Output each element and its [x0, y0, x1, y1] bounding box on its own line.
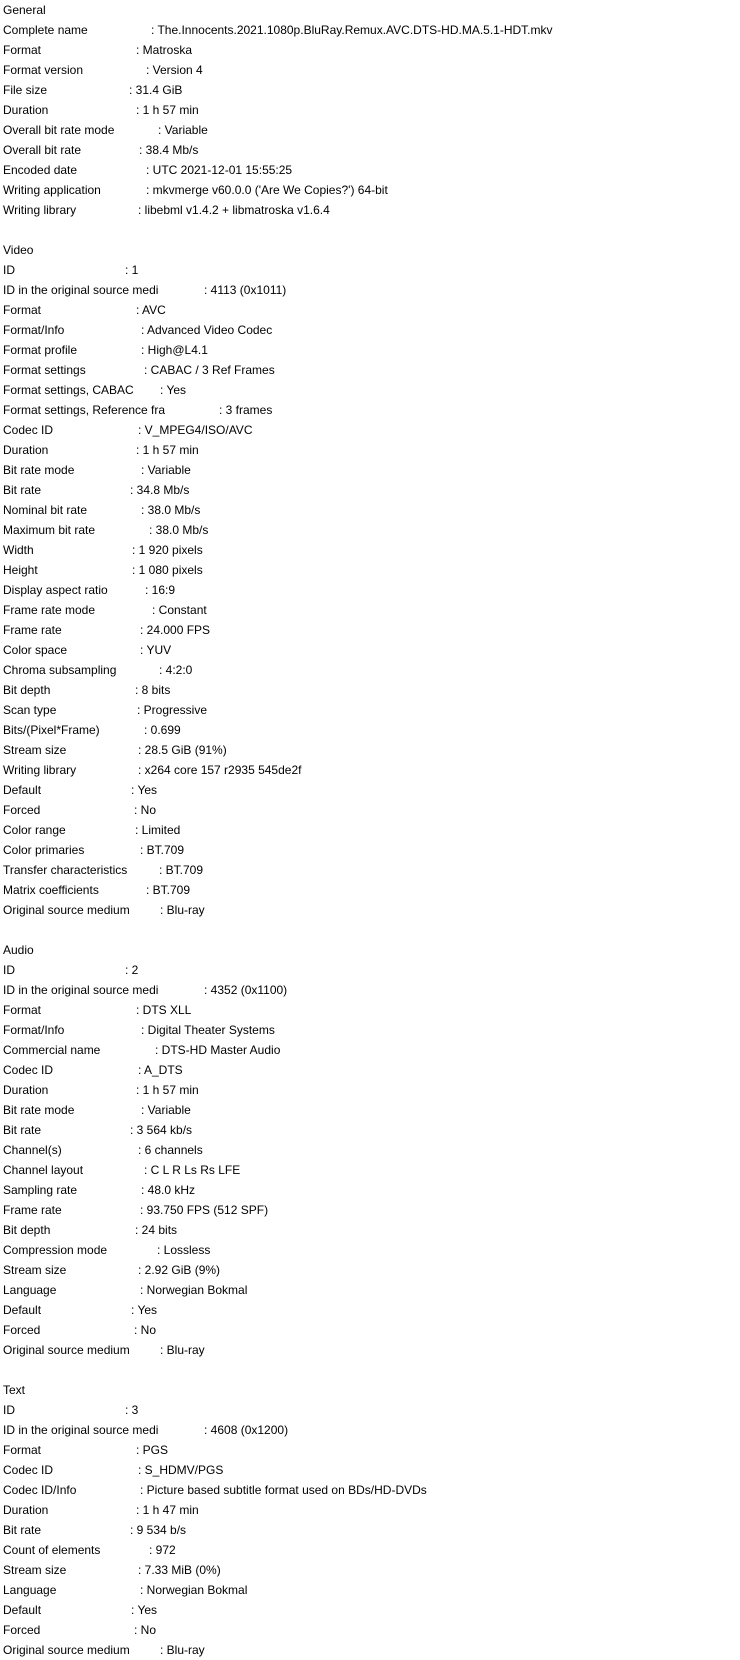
field-label: Duration [3, 1083, 49, 1097]
info-row [3, 860, 738, 880]
info-row [3, 1300, 738, 1320]
info-row [3, 140, 738, 160]
field-label: Channel(s) [3, 1143, 62, 1157]
field-label: Bit rate mode [3, 1103, 75, 1117]
field-label: Height [3, 563, 38, 577]
section-title: Text [3, 1383, 26, 1397]
field-value: : Variable [158, 123, 208, 137]
field-value: : 34.8 Mb/s [130, 483, 190, 497]
field-label: Bit depth [3, 683, 51, 697]
field-value: : Lossless [157, 1243, 211, 1257]
field-value: : The.Innocents.2021.1080p.BluRay.Remux.AVC.DTS-HD.MA.5.1-HDT.mkv [151, 23, 553, 37]
field-label: Sampling rate [3, 1183, 78, 1197]
field-value: : Variable [141, 463, 191, 477]
field-label: Format [3, 1443, 42, 1457]
info-row [3, 580, 738, 600]
info-row [3, 1400, 738, 1420]
field-label: ID [3, 263, 15, 277]
field-value: : 1 h 47 min [136, 1503, 199, 1517]
field-value: : 4:2:0 [159, 663, 193, 677]
field-label: Bits/(Pixel*Frame) [3, 723, 100, 737]
info-row [3, 40, 738, 60]
field-label: Complete name [3, 23, 88, 37]
field-label: Original source medium [3, 1643, 130, 1657]
field-label: ID in the original source medi [3, 283, 159, 297]
info-row [3, 1520, 738, 1540]
field-label: Color range [3, 823, 66, 837]
field-label: Format settings, Reference fra [3, 403, 166, 417]
field-label: Duration [3, 103, 49, 117]
info-row [3, 1160, 738, 1180]
info-row [3, 820, 738, 840]
field-value: : Limited [135, 823, 181, 837]
field-value: : libebml v1.4.2 + libmatroska v1.6.4 [138, 203, 330, 217]
field-value: : No [134, 1623, 157, 1637]
field-label: Stream size [3, 1263, 67, 1277]
field-value: : PGS [136, 1443, 169, 1457]
field-value: : 1 080 pixels [132, 563, 203, 577]
field-label: Codec ID [3, 1463, 54, 1477]
field-label: Format/Info [3, 1023, 65, 1037]
field-label: Duration [3, 1503, 49, 1517]
info-row [3, 1280, 738, 1300]
field-value: : 3 frames [219, 403, 273, 417]
field-value: : C L R Ls Rs LFE [144, 1163, 241, 1177]
field-label: Display aspect ratio [3, 583, 108, 597]
section-spacer [3, 920, 738, 940]
field-value: : BT.709 [140, 843, 185, 857]
field-value: : No [134, 1323, 157, 1337]
field-label: Matrix coefficients [3, 883, 99, 897]
field-label: Forced [3, 803, 41, 817]
info-row [3, 1260, 738, 1280]
field-label: Frame rate mode [3, 603, 96, 617]
field-label: Duration [3, 443, 49, 457]
info-row [3, 680, 738, 700]
info-row [3, 1020, 738, 1040]
info-row [3, 1480, 738, 1500]
field-label: Chroma subsampling [3, 663, 117, 677]
field-value: : High@L4.1 [141, 343, 208, 357]
field-value: : Digital Theater Systems [141, 1023, 275, 1037]
info-row [3, 100, 738, 120]
field-label: Forced [3, 1323, 41, 1337]
info-row [3, 500, 738, 520]
info-row [3, 520, 738, 540]
info-row [3, 1640, 738, 1660]
info-row [3, 880, 738, 900]
field-value: : Yes [131, 1303, 158, 1317]
field-label: Format settings [3, 363, 86, 377]
field-label: Transfer characteristics [3, 863, 128, 877]
field-value: : No [134, 803, 157, 817]
field-value: : 4608 (0x1200) [204, 1423, 289, 1437]
info-row [3, 1580, 738, 1600]
field-value: : 1 h 57 min [136, 1083, 199, 1097]
info-row [3, 1500, 738, 1520]
field-value: : 38.0 Mb/s [149, 523, 209, 537]
field-label: Writing library [3, 203, 77, 217]
field-value: : YUV [140, 643, 172, 657]
section-title: General [3, 3, 46, 17]
field-label: Default [3, 1303, 42, 1317]
field-value: : Constant [152, 603, 207, 617]
field-value: : 24.000 FPS [140, 623, 211, 637]
field-label: Channel layout [3, 1163, 84, 1177]
info-row [3, 260, 738, 280]
field-label: Format version [3, 63, 84, 77]
field-value: : V_MPEG4/ISO/AVC [138, 423, 253, 437]
field-value: : BT.709 [146, 883, 191, 897]
field-value: : 7.33 MiB (0%) [138, 1563, 221, 1577]
field-value: : 31.4 GiB [129, 83, 183, 97]
field-value: : AVC [136, 303, 166, 317]
info-row [3, 400, 738, 420]
field-label: ID [3, 963, 15, 977]
info-row [3, 1340, 738, 1360]
info-row [3, 300, 738, 320]
field-value: : 1 920 pixels [132, 543, 203, 557]
field-label: Bit rate [3, 1523, 42, 1537]
field-value: : 6 channels [138, 1143, 203, 1157]
info-row [3, 1600, 738, 1620]
field-label: Color space [3, 643, 68, 657]
field-value: : x264 core 157 r2935 545de2f [138, 763, 302, 777]
field-value: : Norwegian Bokmal [140, 1283, 248, 1297]
field-label: Width [3, 543, 34, 557]
info-row [3, 1100, 738, 1120]
field-value: : UTC 2021-12-01 15:55:25 [146, 163, 293, 177]
field-label: Stream size [3, 1563, 67, 1577]
field-value: : Norwegian Bokmal [140, 1583, 248, 1597]
field-value: : CABAC / 3 Ref Frames [144, 363, 275, 377]
field-label: Language [3, 1283, 57, 1297]
field-value: : Variable [141, 1103, 191, 1117]
field-label: Codec ID/Info [3, 1483, 77, 1497]
field-label: Color primaries [3, 843, 85, 857]
info-row [3, 280, 738, 300]
info-row [3, 980, 738, 1000]
info-row [3, 20, 738, 40]
field-value: : Version 4 [146, 63, 203, 77]
info-row [3, 420, 738, 440]
field-label: Original source medium [3, 1343, 130, 1357]
field-label: Forced [3, 1623, 41, 1637]
field-value: : 24 bits [135, 1223, 178, 1237]
info-row [3, 460, 738, 480]
field-value: : 3 564 kb/s [130, 1123, 193, 1137]
field-label: Format settings, CABAC [3, 383, 134, 397]
field-value: : 0.699 [144, 723, 181, 737]
field-value: : Yes [131, 1603, 158, 1617]
field-value: : 38.4 Mb/s [139, 143, 199, 157]
field-value: : 38.0 Mb/s [141, 503, 201, 517]
field-label: Writing application [3, 183, 101, 197]
info-row [3, 560, 738, 580]
field-value: : Yes [160, 383, 187, 397]
info-row [3, 1320, 738, 1340]
info-row [3, 1040, 738, 1060]
field-value: : 3 [125, 1403, 139, 1417]
field-value: : Progressive [137, 703, 208, 717]
info-row [3, 1000, 738, 1020]
field-value: : Matroska [136, 43, 193, 57]
info-row [3, 1420, 738, 1440]
field-value: : Blu-ray [160, 1643, 205, 1657]
info-row [3, 1060, 738, 1080]
field-label: Default [3, 1603, 42, 1617]
info-row [3, 960, 738, 980]
field-label: ID in the original source medi [3, 983, 159, 997]
field-label: File size [3, 83, 48, 97]
info-row [3, 1460, 738, 1480]
info-row [3, 1240, 738, 1260]
field-value: : DTS-HD Master Audio [155, 1043, 281, 1057]
section-spacer [3, 1360, 738, 1380]
field-value: : BT.709 [159, 863, 204, 877]
info-row [3, 200, 738, 220]
field-label: Format [3, 303, 42, 317]
field-label: Bit depth [3, 1223, 51, 1237]
field-label: Original source medium [3, 903, 130, 917]
info-row [3, 80, 738, 100]
mediainfo-report [3, 0, 738, 1660]
info-row [3, 540, 738, 560]
field-value: : 972 [149, 1543, 176, 1557]
field-value: : 1 h 57 min [136, 443, 199, 457]
info-row [3, 1540, 738, 1560]
field-label: Default [3, 783, 42, 797]
info-row [3, 740, 738, 760]
field-label: Frame rate [3, 623, 62, 637]
info-row [3, 640, 738, 660]
field-value: : A_DTS [138, 1063, 183, 1077]
field-value: : Blu-ray [160, 903, 205, 917]
info-row [3, 840, 738, 860]
field-value: : mkvmerge v60.0.0 ('Are We Copies?') 64-bit [146, 183, 388, 197]
field-label: Nominal bit rate [3, 503, 88, 517]
section-heading-text [3, 1380, 738, 1400]
info-row [3, 1220, 738, 1240]
field-value: : 1 [125, 263, 139, 277]
field-label: Encoded date [3, 163, 78, 177]
field-label: Maximum bit rate [3, 523, 96, 537]
field-label: Language [3, 1583, 57, 1597]
info-row [3, 360, 738, 380]
info-row [3, 1080, 738, 1100]
field-label: Bit rate [3, 483, 42, 497]
field-value: : 2 [125, 963, 139, 977]
field-value: : 93.750 FPS (512 SPF) [140, 1203, 269, 1217]
field-label: Overall bit rate mode [3, 123, 115, 137]
field-value: : DTS XLL [136, 1003, 192, 1017]
field-label: Scan type [3, 703, 57, 717]
info-row [3, 1200, 738, 1220]
field-value: : Picture based subtitle format used on BDs/HD-DVDs [140, 1483, 427, 1497]
info-row [3, 480, 738, 500]
info-row [3, 780, 738, 800]
field-label: Format/Info [3, 323, 65, 337]
section-title: Video [3, 243, 34, 257]
info-row [3, 1180, 738, 1200]
field-label: Bit rate [3, 1123, 42, 1137]
field-value: : 4113 (0x1011) [204, 283, 287, 297]
section-heading-audio [3, 940, 738, 960]
field-label: Frame rate [3, 1203, 62, 1217]
info-row [3, 620, 738, 640]
info-row [3, 1560, 738, 1580]
field-label: Commercial name [3, 1043, 101, 1057]
field-label: Stream size [3, 743, 67, 757]
info-row [3, 440, 738, 460]
info-row [3, 1620, 738, 1640]
info-row [3, 60, 738, 80]
field-value: : 48.0 kHz [141, 1183, 196, 1197]
field-label: Compression mode [3, 1243, 108, 1257]
field-value: : 16:9 [145, 583, 176, 597]
section-heading-video [3, 240, 738, 260]
field-label: Format [3, 1003, 42, 1017]
info-row [3, 120, 738, 140]
field-value: : Advanced Video Codec [141, 323, 273, 337]
info-row [3, 380, 738, 400]
info-row [3, 160, 738, 180]
info-row [3, 180, 738, 200]
field-value: : Yes [131, 783, 158, 797]
section-title: Audio [3, 943, 34, 957]
field-label: ID [3, 1403, 15, 1417]
info-row [3, 760, 738, 780]
field-value: : 9 534 b/s [130, 1523, 187, 1537]
field-label: Writing library [3, 763, 77, 777]
field-label: Codec ID [3, 423, 54, 437]
info-row [3, 720, 738, 740]
info-row [3, 320, 738, 340]
info-row [3, 700, 738, 720]
info-row [3, 1140, 738, 1160]
field-label: Format profile [3, 343, 78, 357]
field-value: : 2.92 GiB (9%) [138, 1263, 221, 1277]
field-label: Format [3, 43, 42, 57]
field-label: Overall bit rate [3, 143, 82, 157]
info-row [3, 900, 738, 920]
field-label: Codec ID [3, 1063, 54, 1077]
field-label: Bit rate mode [3, 463, 75, 477]
info-row [3, 800, 738, 820]
field-label: ID in the original source medi [3, 1423, 159, 1437]
field-value: : 28.5 GiB (91%) [138, 743, 227, 757]
field-value: : 8 bits [135, 683, 171, 697]
field-value: : 1 h 57 min [136, 103, 199, 117]
info-row [3, 660, 738, 680]
field-label: Count of elements [3, 1543, 101, 1557]
info-row [3, 1440, 738, 1460]
section-spacer [3, 220, 738, 240]
field-value: : S_HDMV/PGS [138, 1463, 224, 1477]
info-row [3, 600, 738, 620]
field-value: : 4352 (0x1100) [204, 983, 288, 997]
info-row [3, 1120, 738, 1140]
section-heading-general [3, 0, 738, 20]
field-value: : Blu-ray [160, 1343, 205, 1357]
info-row [3, 340, 738, 360]
